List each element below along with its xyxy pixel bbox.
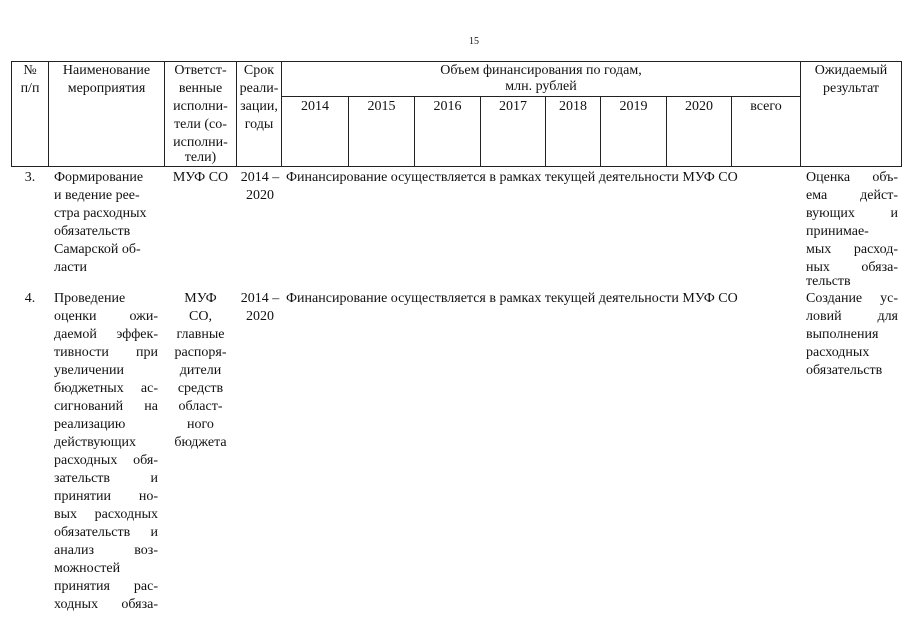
year-2019: 2019 [619,99,648,114]
col-line-6 [901,61,902,167]
year-2015: 2015 [367,99,396,114]
row-responsible: МУФ СО [172,170,229,185]
year-2017: 2017 [499,99,527,114]
row-funding: Финансирование осуществляется в рамках текущей деятельности МУФ СО [286,291,738,306]
row-funding: Финансирование осуществляется в рамках текущей деятельности МУФ СО [286,170,738,185]
year-total: всего [750,99,782,114]
year-2016: 2016 [433,99,462,114]
row-num: 4. [24,291,36,306]
year-2020: 2020 [685,99,713,114]
year-2018: 2018 [559,99,587,114]
row-num: 3. [24,170,36,185]
page-number: 15 [469,36,479,47]
table-header-bottom [11,166,901,167]
year-2014: 2014 [301,99,329,114]
